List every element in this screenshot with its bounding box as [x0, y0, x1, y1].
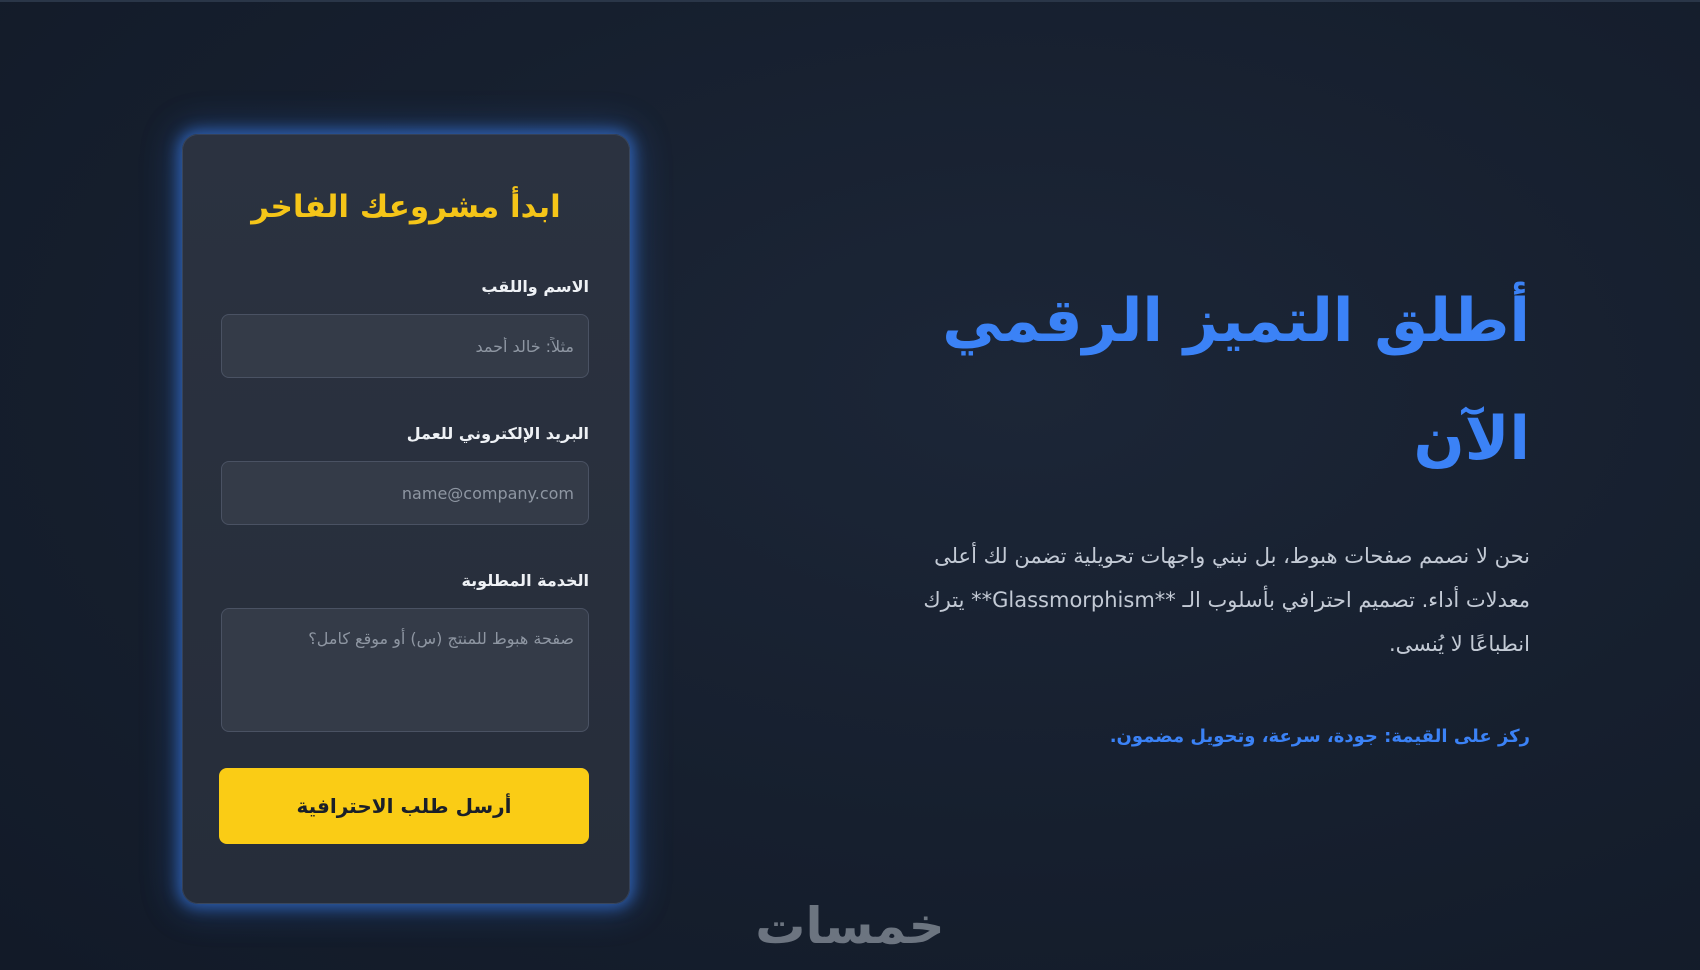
form-title: ابدأ مشروعك الفاخر [251, 189, 561, 225]
submit-button[interactable]: أرسل طلب الاحترافية [219, 768, 589, 844]
hero-description: نحن لا نصمم صفحات هبوط، بل نبني واجهات تحويلية تضمن لك أعلى معدلات أداء. تصميم احترافي بأسلوب الـ **Glassmorphism** يترك انطباعًا لا يُنسى. [923, 544, 1530, 656]
hero-section [910, 262, 1530, 747]
khamsat-watermark: خمسات [755, 897, 945, 955]
name-label: الاسم واللقب [481, 277, 589, 296]
email-input[interactable] [221, 461, 589, 525]
project-request-form [182, 134, 630, 904]
service-label: الخدمة المطلوبة [461, 571, 589, 590]
hero-title: أطلق التميز الرقمي الآن [942, 286, 1530, 474]
top-divider [0, 0, 1700, 2]
name-input[interactable] [221, 314, 589, 378]
email-label: البريد الإلكتروني للعمل [406, 424, 589, 443]
hero-note: ركز على القيمة: جودة، سرعة، وتحويل مضمون. [1109, 726, 1530, 747]
service-textarea[interactable] [221, 608, 589, 732]
